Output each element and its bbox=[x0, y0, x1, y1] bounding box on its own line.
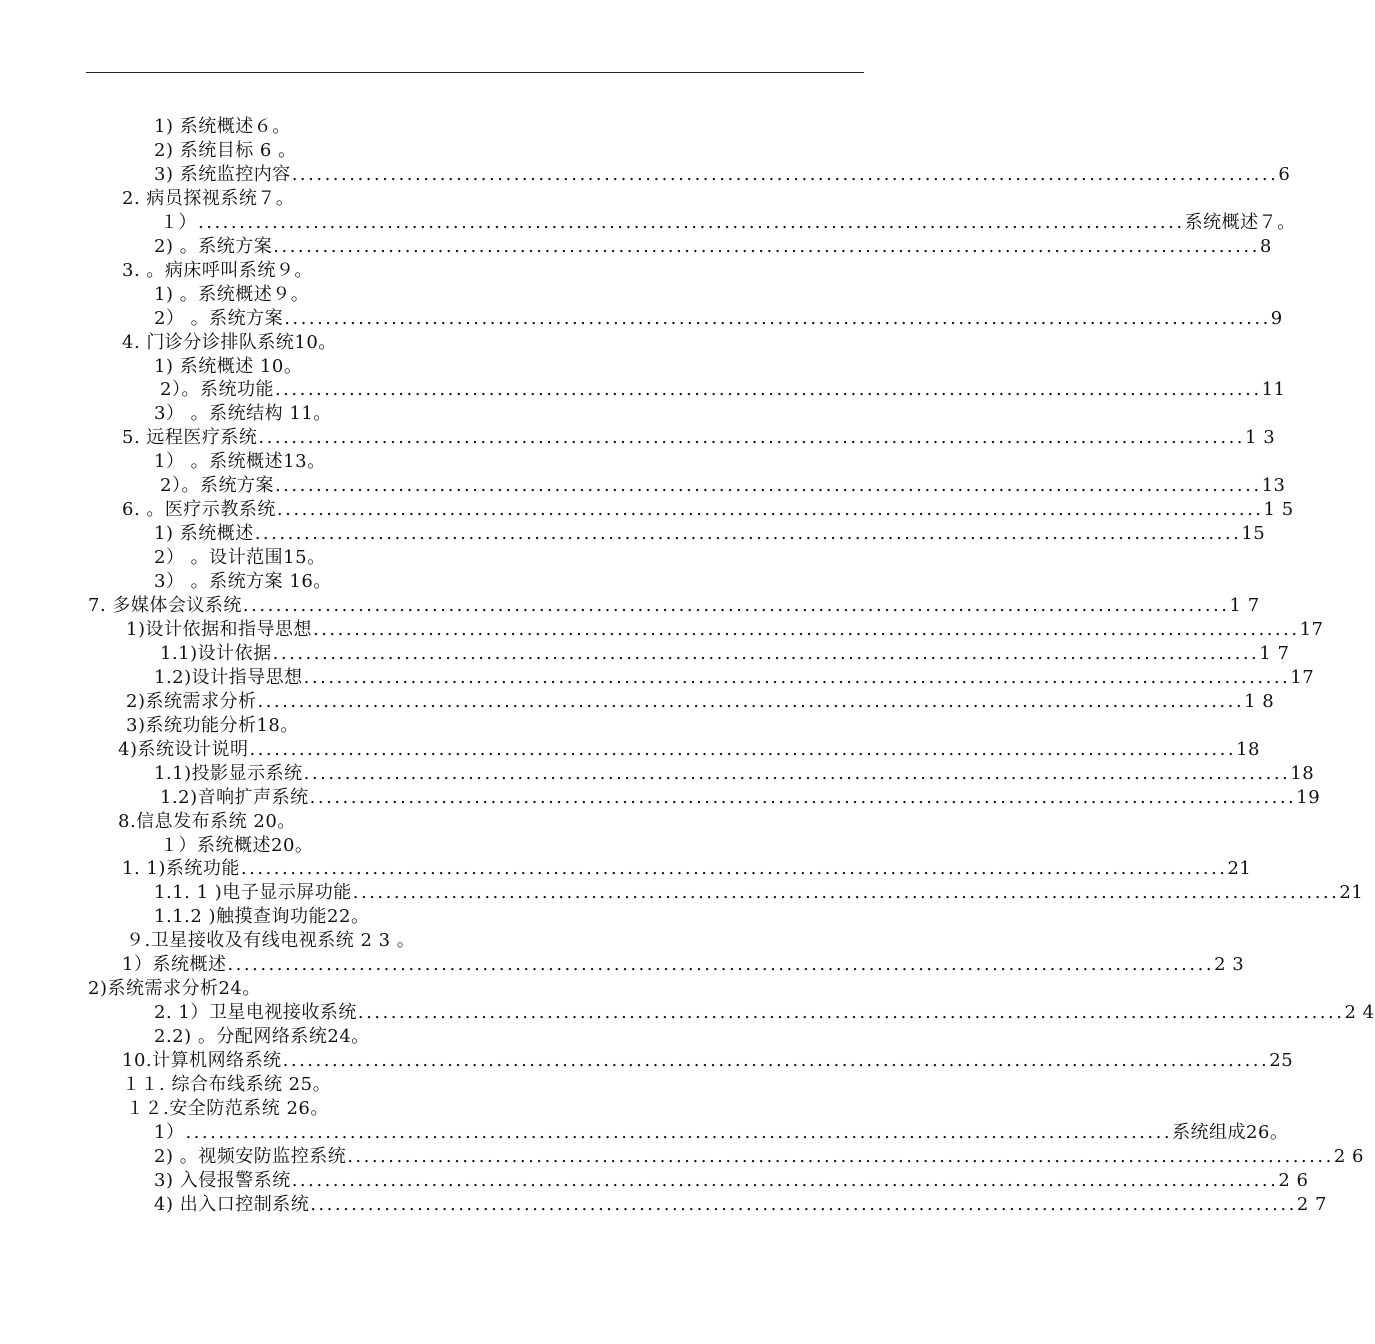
toc-entry-title: 1） bbox=[154, 1121, 185, 1143]
toc-entry-title: 1. 1)系统功能 bbox=[122, 858, 240, 880]
toc-page-number: 19 bbox=[1296, 786, 1321, 808]
toc-dot-leader: ........................................................................................................................ bbox=[310, 1193, 1297, 1215]
toc-entry-title: 2) 系统目标 6 。 bbox=[154, 139, 297, 161]
toc-entry[interactable] bbox=[122, 498, 1294, 522]
toc-entry-title: 1）系统概述 bbox=[122, 954, 227, 976]
toc-entry[interactable] bbox=[154, 402, 748, 426]
toc-page-number: 21 bbox=[1227, 858, 1252, 880]
toc-entry[interactable] bbox=[154, 139, 748, 163]
toc-page-number: 2 4 bbox=[1344, 1002, 1375, 1024]
toc-entry[interactable] bbox=[154, 522, 1266, 546]
toc-entry[interactable] bbox=[160, 211, 1296, 235]
toc-page-number: 1 7 bbox=[1229, 595, 1260, 616]
toc-page-number: 9 bbox=[1270, 307, 1283, 329]
toc-page-number: 21 bbox=[1339, 882, 1364, 904]
toc-entry[interactable] bbox=[154, 1025, 748, 1049]
toc-entry-title: １２.安全防范系统 26。 bbox=[126, 1097, 329, 1119]
toc-page-number: 8 bbox=[1259, 235, 1272, 257]
toc-entry-title: 2.2) 。分配网络系统24。 bbox=[154, 1026, 370, 1048]
toc-entry[interactable] bbox=[122, 857, 1252, 881]
toc-entry[interactable] bbox=[154, 666, 1315, 690]
toc-entry[interactable] bbox=[154, 1145, 1364, 1169]
toc-entry-title: 4) 出入口控制系统 bbox=[154, 1193, 310, 1215]
toc-entry-title: 1.1)设计依据 bbox=[160, 642, 272, 664]
toc-entry[interactable] bbox=[118, 810, 748, 834]
toc-page-number: 13 bbox=[1261, 475, 1286, 497]
toc-entry-title: １１. 综合布线系统 25。 bbox=[122, 1074, 332, 1095]
toc-dot-leader: ........................................................................................................................ bbox=[309, 786, 1297, 808]
toc-page-number: 17 bbox=[1299, 618, 1324, 640]
toc-entry[interactable] bbox=[154, 307, 1283, 331]
toc-entry[interactable] bbox=[160, 378, 1286, 402]
toc-entry[interactable] bbox=[126, 929, 748, 953]
toc-dot-leader: ........................................................................................................................ bbox=[291, 163, 1279, 185]
toc-entry-title: 2) 。视频安防监控系统 bbox=[154, 1145, 347, 1167]
toc-dot-leader: ........................................................................................................................ bbox=[249, 738, 1237, 760]
toc-entry-title: 1) 系统概述 bbox=[154, 523, 254, 545]
toc-entry-title: 1.2)音响扩声系统 bbox=[160, 786, 309, 808]
header-rule bbox=[86, 72, 864, 73]
toc-entry-title: 1.1.2 )触摸查询功能22。 bbox=[154, 906, 370, 928]
toc-page-number: 15 bbox=[1241, 523, 1266, 545]
toc-entry[interactable] bbox=[154, 163, 1291, 187]
toc-entry[interactable] bbox=[154, 905, 748, 929]
toc-page-number: 25 bbox=[1269, 1050, 1294, 1072]
toc-page-number: 18 bbox=[1236, 738, 1260, 760]
toc-entry[interactable] bbox=[154, 881, 1364, 905]
toc-entry[interactable] bbox=[154, 1001, 1375, 1025]
toc-entry-title: 3) 入侵报警系统 bbox=[154, 1169, 291, 1191]
toc-page-number: 2 6 bbox=[1278, 1169, 1309, 1191]
toc-entry[interactable] bbox=[160, 834, 748, 858]
toc-entry[interactable] bbox=[122, 187, 748, 211]
toc-entry[interactable] bbox=[118, 738, 1260, 762]
toc-entry-title: 2） 。系统方案 bbox=[154, 307, 284, 329]
toc-entry-title: 8.信息发布系统 20。 bbox=[118, 810, 296, 832]
toc-entry[interactable] bbox=[154, 115, 748, 139]
toc-entry-title: 3) 系统监控内容 bbox=[154, 163, 291, 185]
toc-entry-title: 3） 。系统方案 16。 bbox=[154, 571, 332, 593]
toc-entry-title: 1) 。系统概述９。 bbox=[154, 283, 310, 305]
toc-entry-title: 4. 门诊分诊排队系统10。 bbox=[122, 331, 337, 353]
toc-entry[interactable] bbox=[154, 1169, 1309, 1193]
toc-entry[interactable] bbox=[126, 1097, 748, 1121]
toc-entry-title: 1.1. 1 )电子显示屏功能 bbox=[154, 882, 352, 904]
toc-dot-leader: ........................................................................................................................ bbox=[258, 427, 1246, 449]
toc-dot-leader: ........................................................................................................................ bbox=[312, 618, 1300, 640]
toc-entry[interactable] bbox=[122, 259, 748, 283]
toc-entry[interactable] bbox=[88, 594, 1260, 618]
toc-page-number: 11 bbox=[1261, 379, 1286, 401]
toc-entry[interactable] bbox=[154, 570, 748, 594]
toc-entry-title: 2）。系统功能 bbox=[160, 379, 274, 401]
toc-entry[interactable] bbox=[154, 762, 1315, 786]
toc-dot-leader: ........................................................................................................................ bbox=[274, 475, 1262, 497]
toc-dot-leader: ........................................................................................................................ bbox=[254, 523, 1242, 545]
toc-entry[interactable] bbox=[154, 235, 1272, 259]
toc-entry-title: 10.计算机网络系统 bbox=[122, 1050, 282, 1072]
toc-dot-leader: ........................................................................................................................ bbox=[185, 1121, 1173, 1143]
toc-entry-title: 5. 远程医疗系统 bbox=[122, 427, 258, 449]
toc-entry-title: １） bbox=[160, 211, 197, 233]
toc-page-number: 2 6 bbox=[1333, 1145, 1364, 1167]
toc-dot-leader: ........................................................................................................................ bbox=[303, 666, 1291, 688]
toc-dot-leader: ........................................................................................................................ bbox=[303, 762, 1291, 784]
toc-dot-leader: ........................................................................................................................ bbox=[240, 858, 1228, 880]
toc-entry[interactable] bbox=[122, 1049, 1294, 1073]
toc-dot-leader: ........................................................................................................................ bbox=[274, 379, 1262, 401]
toc-page-number: 18 bbox=[1290, 762, 1315, 784]
toc-dot-leader: ........................................................................................................................ bbox=[242, 595, 1230, 616]
toc-entry-title: 2)系统需求分析24。 bbox=[88, 978, 261, 1000]
toc-entry-title: ９.卫星接收及有线电视系统 2 3 。 bbox=[126, 930, 416, 952]
toc-entry[interactable] bbox=[122, 1073, 748, 1097]
toc-entry[interactable] bbox=[154, 283, 748, 307]
toc-entry-title: 2)系统需求分析 bbox=[126, 690, 257, 712]
toc-page-number: 2 7 bbox=[1296, 1193, 1327, 1215]
toc-entry-title: 2. 1）卫星电视接收系统 bbox=[154, 1002, 357, 1024]
toc-entry[interactable] bbox=[154, 1193, 1327, 1217]
toc-entry-title: 1)设计依据和指导思想 bbox=[126, 618, 312, 640]
toc-entry-title: 1) 系统概述６。 bbox=[154, 116, 291, 137]
toc-dot-leader: ........................................................................................................................ bbox=[198, 211, 1185, 233]
toc-page-number: 系统组成26。 bbox=[1172, 1121, 1289, 1143]
toc-dot-leader: ........................................................................................................................ bbox=[272, 642, 1260, 664]
toc-entry[interactable] bbox=[126, 690, 1275, 714]
toc-dot-leader: ........................................................................................................................ bbox=[282, 1050, 1270, 1072]
toc-entry-title: 2） 。设计范围15。 bbox=[154, 547, 326, 569]
toc-entry-title: 2. 病员探视系统７。 bbox=[122, 187, 295, 209]
toc-entry-title: 3)系统功能分析18。 bbox=[126, 714, 299, 736]
toc-entry-title: 1） 。系统概述13。 bbox=[154, 451, 326, 473]
toc-entry[interactable] bbox=[122, 953, 1245, 977]
toc-entry[interactable] bbox=[154, 546, 748, 570]
toc-page-number: 系统概述７。 bbox=[1184, 211, 1296, 233]
toc-page-number: 1 3 bbox=[1245, 427, 1276, 449]
toc-page-number: 2 3 bbox=[1214, 954, 1245, 976]
toc-entry[interactable] bbox=[122, 426, 1276, 450]
toc-dot-leader: ........................................................................................................................ bbox=[352, 882, 1340, 904]
toc-entry-title: 1) 系统概述 10。 bbox=[154, 355, 303, 377]
toc-entry-title: 1.1)投影显示系统 bbox=[154, 762, 303, 784]
toc-entry[interactable] bbox=[88, 977, 748, 1001]
toc-entry[interactable] bbox=[122, 331, 748, 355]
toc-entry-title: 6. 。医疗示教系统 bbox=[122, 499, 276, 521]
toc-dot-leader: ........................................................................................................................ bbox=[284, 307, 1271, 329]
toc-dot-leader: ........................................................................................................................ bbox=[257, 690, 1245, 712]
toc-entry[interactable] bbox=[160, 474, 1286, 498]
toc-entry[interactable] bbox=[160, 642, 1290, 666]
toc-entry[interactable] bbox=[154, 1121, 1289, 1145]
toc-entry[interactable] bbox=[154, 450, 748, 474]
toc-entry-title: 4)系统设计说明 bbox=[118, 738, 249, 760]
toc-entry-title: 7. 多媒体会议系统 bbox=[88, 595, 242, 616]
toc-entry-title: 2）。系统方案 bbox=[160, 475, 274, 497]
toc-page-number: 1 5 bbox=[1263, 499, 1294, 521]
toc-entry[interactable] bbox=[160, 786, 1321, 810]
toc-entry[interactable] bbox=[126, 618, 1324, 642]
toc-dot-leader: ........................................................................................................................ bbox=[291, 1169, 1279, 1191]
toc-entry-title: １）系统概述20。 bbox=[160, 834, 314, 856]
toc-dot-leader: ........................................................................................................................ bbox=[357, 1002, 1345, 1024]
toc-page-number: 1 8 bbox=[1244, 690, 1275, 712]
toc-dot-leader: ........................................................................................................................ bbox=[276, 499, 1264, 521]
toc-entry-title: 3） 。系统结构 11。 bbox=[154, 403, 332, 425]
toc-entry[interactable] bbox=[154, 355, 748, 379]
toc-page-number: 17 bbox=[1290, 666, 1315, 688]
toc-dot-leader: ........................................................................................................................ bbox=[227, 954, 1215, 976]
toc-dot-leader: ........................................................................................................................ bbox=[347, 1145, 1334, 1167]
toc-entry-title: 1.2)设计指导思想 bbox=[154, 666, 303, 688]
toc-entry[interactable] bbox=[126, 714, 748, 738]
toc-entry-title: 2) 。系统方案 bbox=[154, 235, 273, 257]
toc-entry-title: 3. 。病床呼叫系统９。 bbox=[122, 259, 313, 281]
toc-dot-leader: ........................................................................................................................ bbox=[273, 235, 1260, 257]
toc-page-number: 1 7 bbox=[1259, 642, 1290, 664]
toc-page-number: 6 bbox=[1278, 163, 1291, 185]
